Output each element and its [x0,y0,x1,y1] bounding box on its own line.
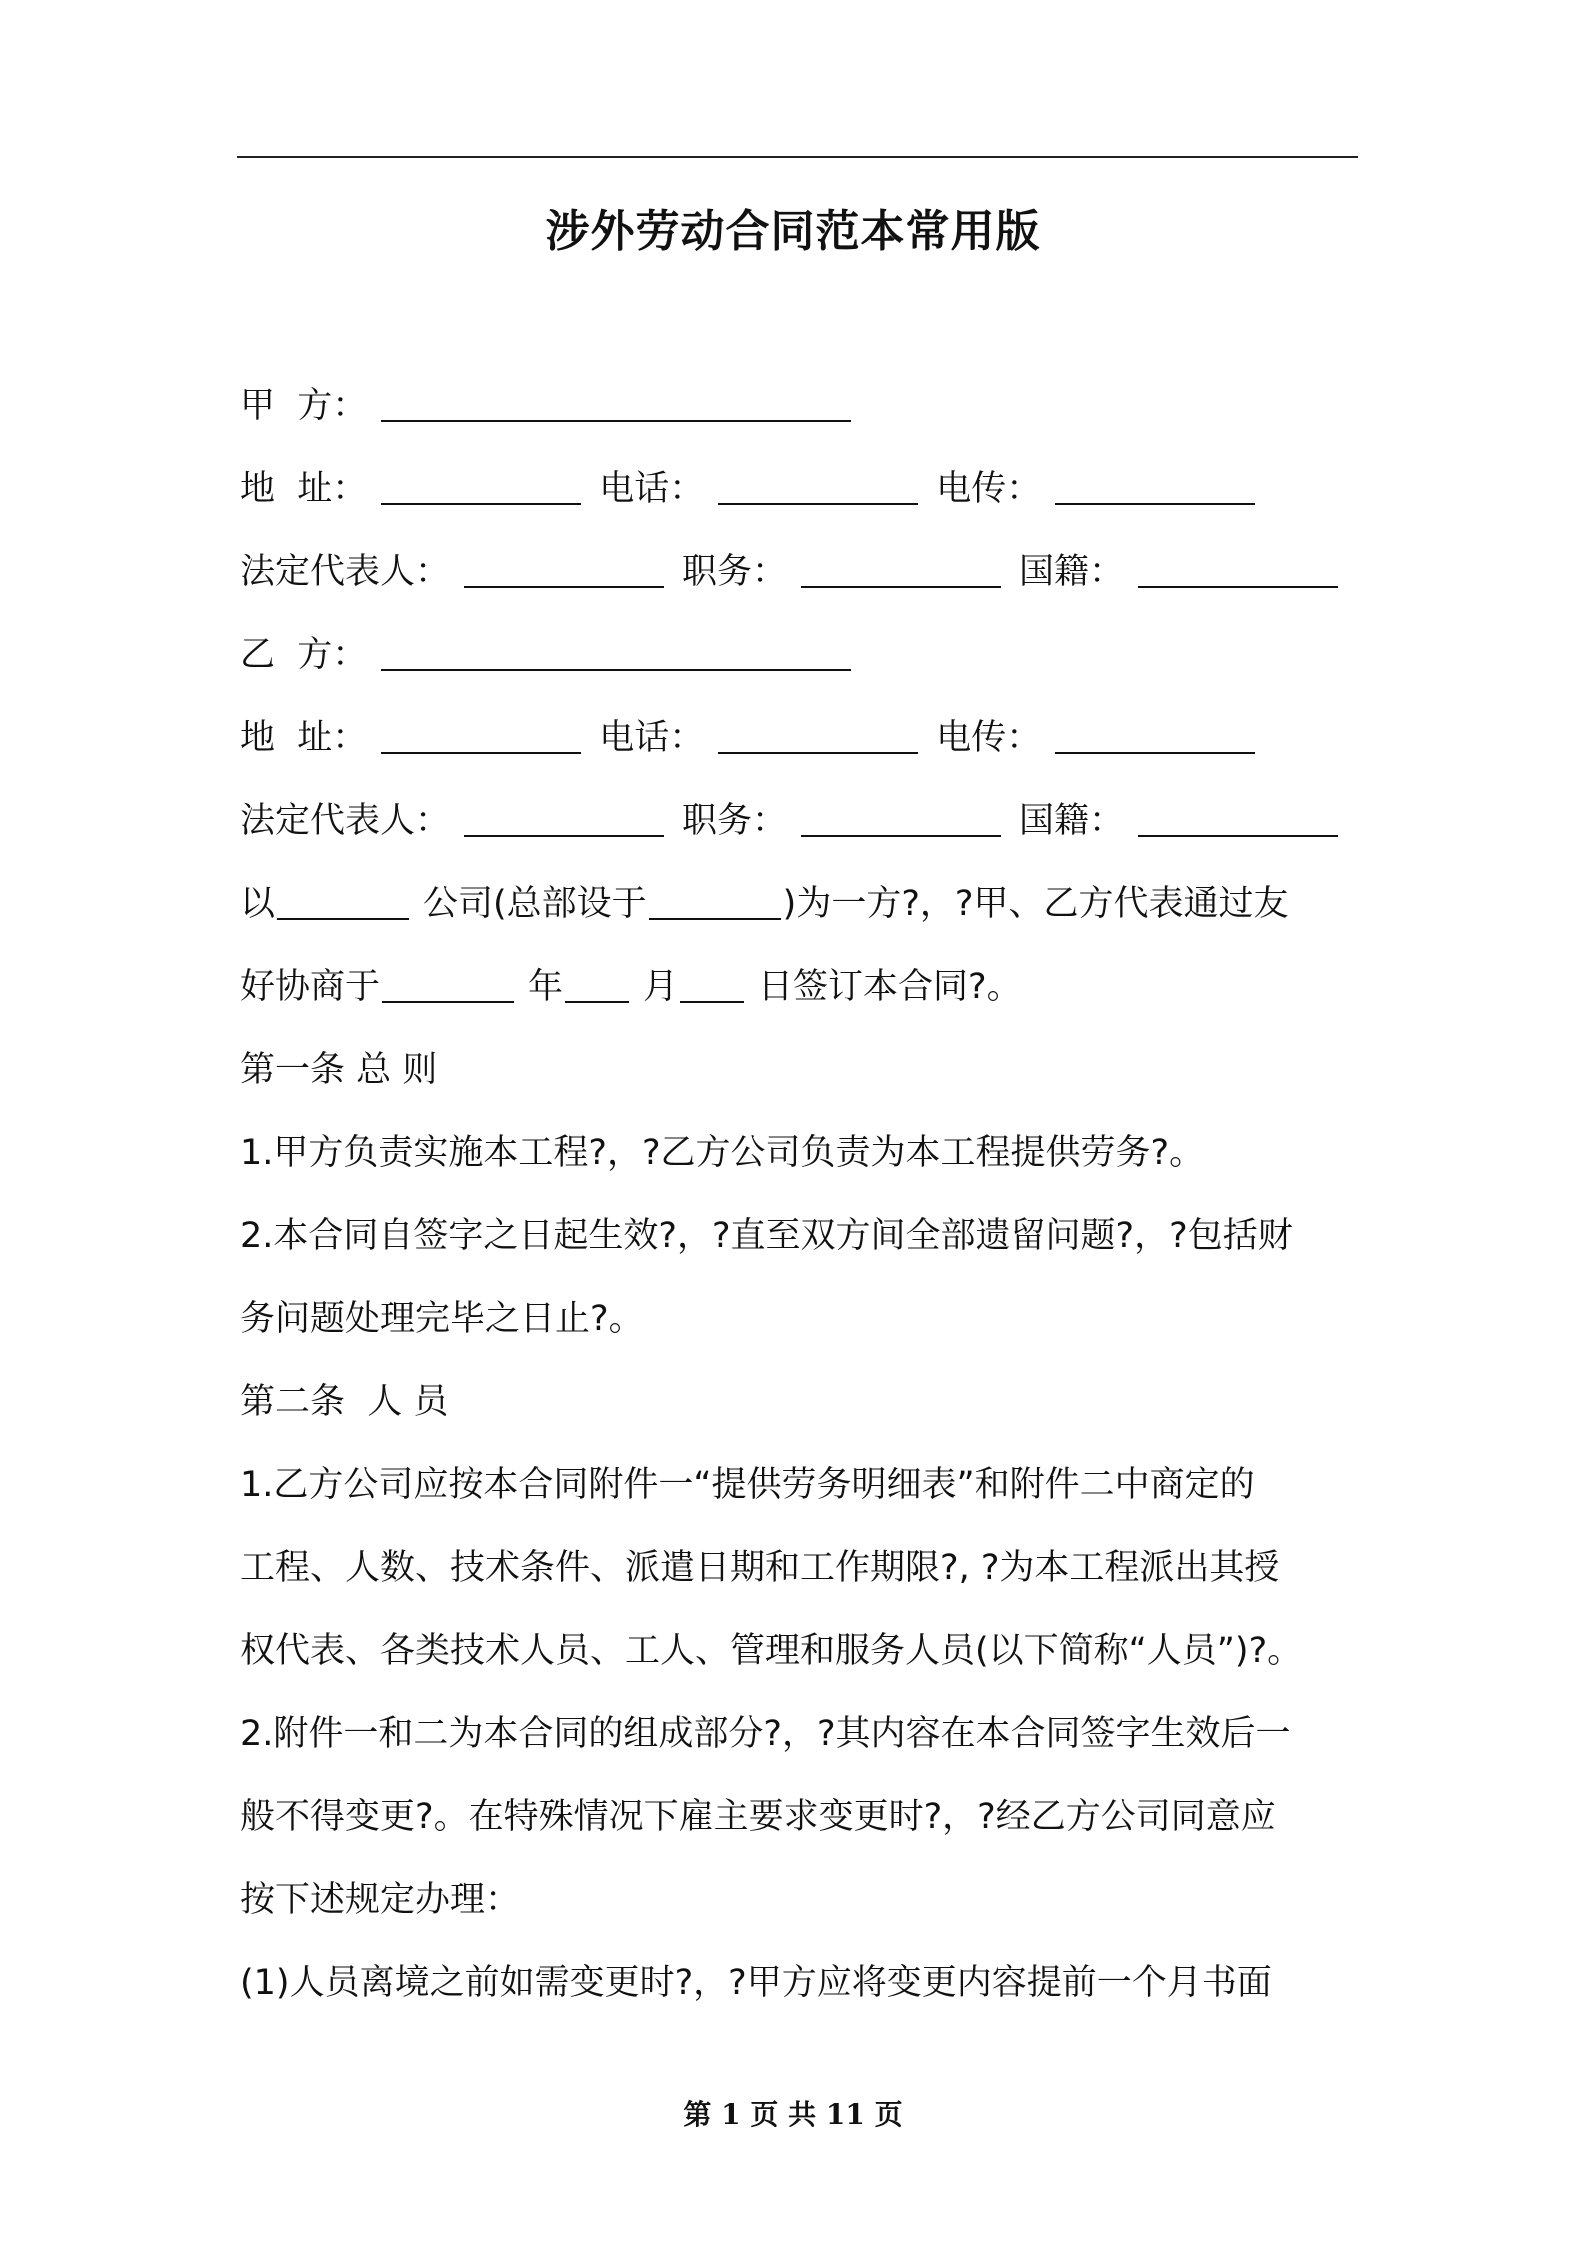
headquarters-blank [649,876,781,920]
article-1-item-1 [240,1125,1204,1181]
article-2-item-1-text-3: 权代表、各类技术人员、工人、管理和服务人员(以下简称“人员”)?。 [240,1631,1303,1671]
party-a-rep-blank [464,544,664,588]
party-b-phone-blank [718,710,918,754]
party-a-fax-label: 电传： [936,469,1042,509]
article-2-item-1-line-2 [240,1540,1279,1596]
party-a-address-blank [381,461,581,505]
party-b-fax-blank [1055,710,1255,754]
party-b-name-label: 乙 方： [240,635,368,675]
month-blank [565,959,629,1003]
party-a-rep-line [240,544,1340,600]
party-b-fax-label: 电传： [936,718,1042,758]
preamble-text-6: 月 [643,967,679,1007]
party-b-nationality-label: 国籍： [1019,801,1125,841]
preamble-text-2: 公司(总部设于 [423,884,647,924]
party-a-name-label: 甲 方： [240,386,368,426]
article-1-heading [240,1042,437,1098]
year-blank [382,959,514,1003]
article-2-item-2-line-1 [240,1706,1291,1762]
article-2-item-1-line-3 [240,1623,1302,1679]
article-2-heading-text: 第二条 人 员 [240,1382,449,1422]
article-2-item-2-text-2: 般不得变更?。在特殊情况下雇主要求变更时?，?经乙方公司同意应 [240,1797,1276,1837]
party-b-phone-label: 电话： [599,718,705,758]
preamble-text-3: )为一方?，?甲、乙方代表通过友 [782,884,1289,924]
party-a-nationality-blank [1138,544,1338,588]
preamble-line-1 [240,876,1288,932]
party-b-rep-label: 法定代表人： [240,801,451,841]
party-b-name-blank [381,627,851,671]
article-2-item-1-line-1 [240,1457,1255,1513]
party-b-rep-blank [464,793,664,837]
article-2-item-1-text-1: 1.乙方公司应按本合同附件一“提供劳务明细表”和附件二中商定的 [240,1465,1255,1505]
day-blank [680,959,744,1003]
article-2-item-2-text-3: 按下述规定办理： [240,1880,521,1920]
article-2-item-1-text-2: 工程、人数、技术条件、派遣日期和工作期限?, ?为本工程派出其授 [240,1548,1280,1588]
party-b-contact-line [240,710,1257,766]
preamble-text-5: 年 [528,967,564,1007]
article-1-item-2-text-1: 2.本合同自签字之日起生效?，?直至双方间全部遗留问题?，?包括财 [240,1216,1293,1256]
party-b-position-blank [801,793,1001,837]
article-2-sub-1-line-1 [240,1955,1272,2011]
party-a-nationality-label: 国籍： [1019,552,1125,592]
preamble-line-2 [240,959,1022,1015]
party-b-rep-line [240,793,1340,849]
party-a-position-blank [801,544,1001,588]
article-2-item-2-line-2 [240,1789,1276,1845]
company-name-blank [277,876,409,920]
preamble-text-7: 日签订本合同?。 [758,967,1022,1007]
party-a-rep-label: 法定代表人： [240,552,451,592]
header-rule [237,156,1358,158]
party-a-name-line [240,378,853,434]
party-a-position-label: 职务： [682,552,788,592]
article-1-item-1-text: 1.甲方负责实施本工程?，?乙方公司负责为本工程提供劳务?。 [240,1133,1205,1173]
party-b-position-label: 职务： [682,801,788,841]
party-a-phone-blank [718,461,918,505]
document-title: 涉外劳动合同范本常用版 [545,206,1041,257]
party-a-fax-blank [1055,461,1255,505]
article-1-heading-text: 第一条 总 则 [240,1050,438,1090]
party-a-name-blank [381,378,851,422]
article-1-item-2-text-2: 务问题处理完毕之日止?。 [240,1299,644,1339]
party-a-address-label: 地 址： [240,469,368,509]
party-b-address-label: 地 址： [240,718,368,758]
preamble-text-4: 好协商于 [240,967,381,1007]
party-b-address-blank [381,710,581,754]
article-2-item-2-text-1: 2.附件一和二为本合同的组成部分?，?其内容在本合同签字生效后一 [240,1714,1291,1754]
article-1-item-2-line-2 [240,1291,644,1347]
party-b-name-line [240,627,853,683]
preamble-text-1: 以 [240,884,276,924]
article-1-item-2-line-1 [240,1208,1293,1264]
party-a-contact-line [240,461,1257,517]
party-b-nationality-blank [1138,793,1338,837]
page-number: 第 1 页 共 11 页 [683,2098,903,2131]
article-2-sub-1-text-1: (1)人员离境之前如需变更时?，?甲方应将变更内容提前一个月书面 [240,1963,1272,2003]
article-2-heading [240,1374,448,1430]
article-2-item-2-line-3 [240,1872,520,1928]
party-a-phone-label: 电话： [599,469,705,509]
